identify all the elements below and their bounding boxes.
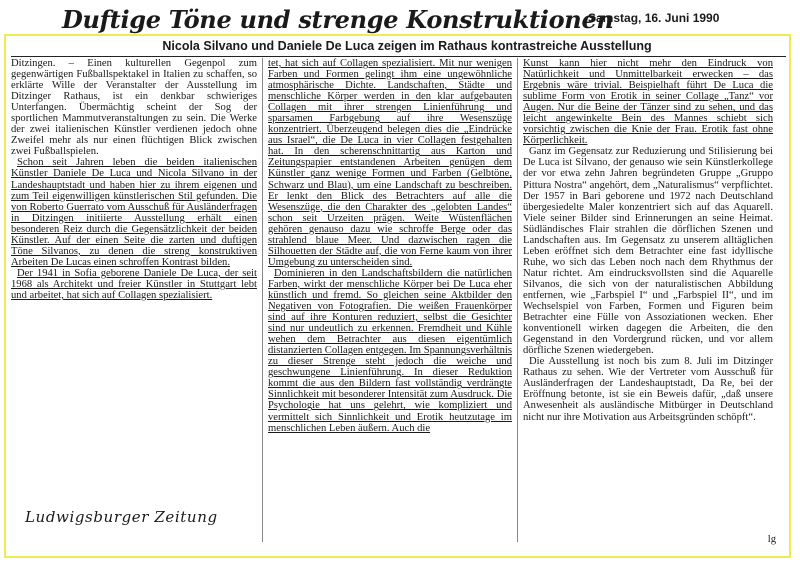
- newspaper-signature: Ludwigsburger Zeitung: [25, 508, 218, 526]
- subheadline-rule: [11, 56, 786, 57]
- article: [11, 36, 786, 545]
- column-divider: [517, 58, 518, 542]
- column-3: [523, 58, 773, 536]
- paragraph: Schon seit Jahren leben die beiden italienischen Künstler Daniele De Luca und Nicola Silvano in der Landeshauptstadt und haben hier zu ihrem eigenen und zum Teil eigenwilligen künstlerischen Stil gefunden. Die von Roberto Guerrato vom Ausschuß für Ausländerfragen in Ditzingen initiierte Ausstellung erhält einen besonderen Reiz durch die Gegensätzlichkeit der beiden Künstler. Auf der einen Seite die zarten und duftigen Töne Silvanos, zu denen die streng konstruktiven Arbeiten De Lucas einen schroffen Kontrast bilden.: [11, 157, 257, 268]
- headline: Duftige Töne und strenge Konstruktionen: [62, 5, 614, 34]
- column-divider: [262, 58, 263, 542]
- column-1: [11, 58, 257, 536]
- paragraph: tet, hat sich auf Collagen spezialisiert. Mit nur wenigen Farben und Formen gelingt ihm eine ungewöhnliche atmosphärische Dichte. Landschaften, Städte und menschliche Körper werden in den klar aufgebauten Collagen mit ihrer strengen Linienführung und sparsamen Farbgebung auf ihre Wesenszüge konzentriert. Überzeugend belegen dies die „Eindrücke aus Israel“, die De Luca in vier Collagen festgehalten hat. In den scherenschnittartig aus Karton und Zeitungspapier entstandenen Arbeiten genügen dem Künstler ganz wenige Formen und Farben (Gelbtöne, Schwarz und Blau), um eine Landschaft zu beschreiben. Er lenkt den Blick des Betrachters auf alle die Wesenszüge, die den Charakter des „gelobten Landes“ schon seit Urzeiten prägen. Weite Wüstenflächen gehören genauso dazu wie schroffe Berge oder das strahlend blaue Meer. Und dazwischen ragen die Silhouetten der Städte auf, die von Ferne kaum von ihrer Umgebung zu unterscheiden sind.: [268, 58, 512, 268]
- paragraph: Der 1941 in Sofia geborene Daniele De Luca, der seit 1968 als Architekt und freier Künstler in Stuttgart lebt und arbeitet, hat sich auf Collagen spezialisiert.: [11, 267, 257, 301]
- paragraph: Die Ausstellung ist noch bis zum 8. Juli im Ditzinger Rathaus zu sehen. Wie der Vertreter vom Ausschuß für Ausländerfragen der Landeshauptstadt, Da Re, bei der Eröffnung betonte, ist sie ein Beweis dafür, „daß unsere Anwesenheit als ausländische Mitbürger in Deutschland nicht nur ihre Motivation aus Arbeitsgründen schöpft“.: [523, 356, 773, 423]
- paragraph: Ganz im Gegensatz zur Reduzierung und Stilisierung bei De Luca ist Silvano, der genauso wie sein Künstlerkollege der vor etwa zehn Jahren begründeten Gruppe „Gruppo Pittura Nostra“ angehört, dem „Naturalismus“ verpflichtet. Der 1957 in Bari geborene und 1972 nach Deutschland übergesiedelte Maler konzentriert sich auf das Aquarell. Viele seiner Bilder sind Erinnerungen an seine Heimat. Südländisches Flair strahlen die dörflichen Szenen und Landschaften aus. Im Gegensatz zu unserem alltäglichen Leben eröffnet sich dem Betrachter eine fast idyllische Ruhe, wo sich das Leben noch nach dem Rhythmus der Natur richtet. Am eindrucksvollsten sind die Aquarelle Silvanos, die sich von der naturalistischen Abbildung entfernen, wie „Farbspiel I“ und „Farbspiel II“, und im Wechselspiel von Farben, Formen und Figuren beim Betrachter eine Fülle von Assoziationen wecken. Eher konventionell wirken dagegen die Arbeiten, die den Gegenstand in den Vordergrund rücken, und vor allem dörfliche Szenen wiedergeben.: [523, 146, 773, 357]
- subheadline: Nicola Silvano und Daniele De Luca zeigen im Rathaus kontrastreiche Ausstellung: [162, 39, 652, 53]
- author-initials: lg: [767, 534, 776, 545]
- dateline: Samstag, 16. Juni 1990: [588, 11, 720, 25]
- paragraph: Ditzingen. – Einen kulturellen Gegenpol zum gegenwärtigen Fußballspektakel in Italien zu schaffen, so erklärte Wille der Veranstalter der Ausstellung im Ditzinger Rathaus, ist ein denkbar schwieriges Unterfangen. Übermächtig scheint der Sog der sportlichen Mammutveranstaltungen zu sein. Die Werke der zwei italienischen Künstler verdienen jedoch ohne Zweifel mehr als nur einen flüchtigen Blick zwischen zwei Fußballspielen.: [11, 58, 257, 158]
- paragraph: Kunst kann hier nicht mehr den Eindruck von Natürlichkeit und Unmittelbarkeit erwecken – das Ergebnis wäre trivial. Beispielhaft führt De Luca die sublime Form von Erotik in seiner Collage „Tanz“ vor Augen. Nur die Beine der Tänzer sind zu sehen, und das leicht angewinkelte Bein des Mannes schiebt sich vorsichtig zwischen die Knie der Frau. Erotik fast ohne Körperlichkeit.: [523, 58, 773, 147]
- paragraph: Dominieren in den Landschaftsbildern die natürlichen Farben, wirkt der menschliche Körper bei De Luca eher künstlich und fremd. So gleichen seine Aktbilder den Negativen von Fotografien. Die weißen Frauenkörper sind auf ihre Konturen reduziert, selbst die Gesichter sind nur undeutlich zu erkennen. Fremdheit und Kühle wehen dem Betrachter aus diesen eigentümlich distanzierten Collagen entgegen. Im Spannungsverhältnis zu dieser Strenge steht jedoch die weiche und geschwungene Linienführung. In dieser Reduktion kommt die aus den Bildern fast vollständig verdrängte Sinnlichkeit mit besonderer Intensität zum Ausdruck. Die Psychologie hat uns gelehrt, wie kompliziert und vermittelt sich Sinnlichkeit und Erotik heutzutage im menschlichen Leben äußern. Auch die: [268, 267, 512, 434]
- column-2: [268, 58, 512, 536]
